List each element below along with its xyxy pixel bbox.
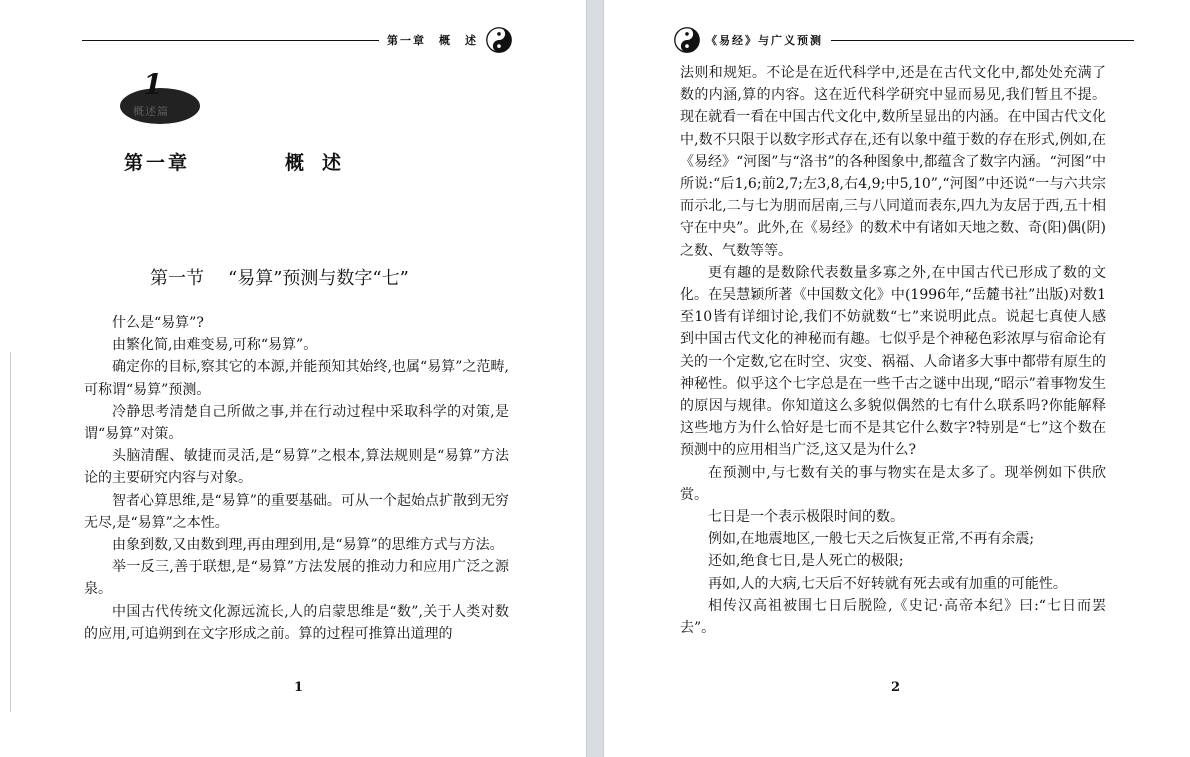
chapter-subtitle: 概述 xyxy=(285,152,360,174)
right-page xyxy=(604,0,1190,757)
left-running-header xyxy=(82,28,512,52)
header-rule xyxy=(831,40,1134,41)
paragraph: 智者心算思维,是“易算”的重要基础。可从一个起始点扩散到无穷无尽,是“易算”之本性。 xyxy=(84,492,509,531)
yin-yang-icon xyxy=(674,27,700,53)
header-rule xyxy=(82,40,379,41)
section-title: “易算”预测与数字“七” xyxy=(228,268,409,289)
paragraph-continuation: 法则和规矩。不论是在近代科学中,还是在古代文化中,都处处充满了数的内涵,算的内容。这在近代科学研究中显而易见,我们暂且不提。现在就看一看在中国古代文化中,数所呈显出的内涵。在中国古代文化中,数不只限于以数字形式存在,还有以象中蕴于数的存在形式,例如,在《易经》“河图”与“洛书”的各种图象中,都蕴含了数字内涵。“河图”中所说:“后1,6;前2,7;左3,8,右4,9;中5,10”,“河图”中还说“一与六共宗而示北,二与七为朋而居南,三与八同道而表东,四九为友居于西,五十相守在中央”。此外,在《易经》的数术中有诸如天地之数、奇(阳)偶(阴)之数、气数等等。 xyxy=(680,65,1106,259)
paragraph: 七日是一个表示极限时间的数。 xyxy=(708,509,904,526)
chapter-title: 第一章 xyxy=(124,152,191,174)
right-running-header xyxy=(674,28,1134,52)
paragraph: 相传汉高祖被围七日后脱险,《史记·高帝本纪》曰:“七日而罢去”。 xyxy=(680,597,1106,637)
left-page xyxy=(0,0,586,757)
paragraph: 由象到数,又由数到理,再由理到用,是“易算”的思维方式与方法。 xyxy=(112,537,504,554)
paragraph: 例如,在地震地区,一般七天之后恢复正常,不再有余震; xyxy=(708,531,1035,548)
paragraph: 什么是“易算”? xyxy=(112,315,204,331)
section-number: 第一节 xyxy=(150,268,204,289)
left-body-text xyxy=(84,312,509,645)
right-body-text xyxy=(680,62,1106,639)
running-head-text: 《易经》与广义预测 xyxy=(706,34,823,47)
paragraph: 由繁化简,由难变易,可称“易算”。 xyxy=(112,337,318,354)
paragraph: 再如,人的大病,七天后不好转就有死去或有加重的可能性。 xyxy=(708,575,1067,592)
paragraph: 更有趣的是数除代表数量多寡之外,在中国古代已形成了数的文化。在吴慧颖所著《中国数文化》中(1996年,“岳麓书社”出版)对数1至10皆有详细讨论,我们不妨就数“七”来说明此点。说起七真使人感到中国古代文化的神秘而有趣。七似乎是个神秘色彩浓厚与宿命论有关的一个定数,它在时空、灾变、祸福、人命诸多大事中都带有原生的神秘性。似乎这个七字总是在一些千古之谜中出现,“昭示”着事物发生的原因与规律。你知道这么多貌似偶然的七有什么联系吗?你能解释这些地方为什么恰好是七而不是其它什么数字?特别是“七”这个数在预测中的应用相当广泛,这又是为什么? xyxy=(680,264,1106,459)
paragraph: 还如,绝食七日,是人死亡的极限; xyxy=(708,553,904,570)
page-gutter xyxy=(586,0,604,757)
paragraph: 举一反三,善于联想,是“易算”方法发展的推动力和应用广泛之源泉。 xyxy=(84,559,509,598)
section-heading xyxy=(150,264,409,290)
chapter-badge-number: 1 xyxy=(143,68,163,101)
running-head-text: 第一章 概 述 xyxy=(387,34,478,47)
page-number: 1 xyxy=(294,680,304,695)
paragraph: 中国古代传统文化源远流长,人的启蒙思维是“数”,关于人类对数的应用,可追朔到在文字形成之前。算的过程可推算出道理的 xyxy=(84,603,509,642)
yin-yang-icon xyxy=(486,27,512,53)
paragraph: 在预测中,与七数有关的事与物实在是太多了。现举例如下供欣赏。 xyxy=(680,464,1106,503)
chapter-badge-text: 概述篇 xyxy=(133,105,169,118)
paragraph: 确定你的目标,察其它的本源,并能预知其始终,也属“易算”之范畴,可称谓“易算”预测。 xyxy=(84,359,509,398)
paragraph: 头脑清醒、敏捷而灵活,是“易算”之根本,算法规则是“易算”方法论的主要研究内容与对象。 xyxy=(84,448,509,487)
page-number: 2 xyxy=(891,680,901,695)
paragraph: 冷静思考清楚自己所做之事,并在行动过程中采取科学的对策,是谓“易算”对策。 xyxy=(84,403,509,443)
scan-margin-line xyxy=(10,352,11,712)
